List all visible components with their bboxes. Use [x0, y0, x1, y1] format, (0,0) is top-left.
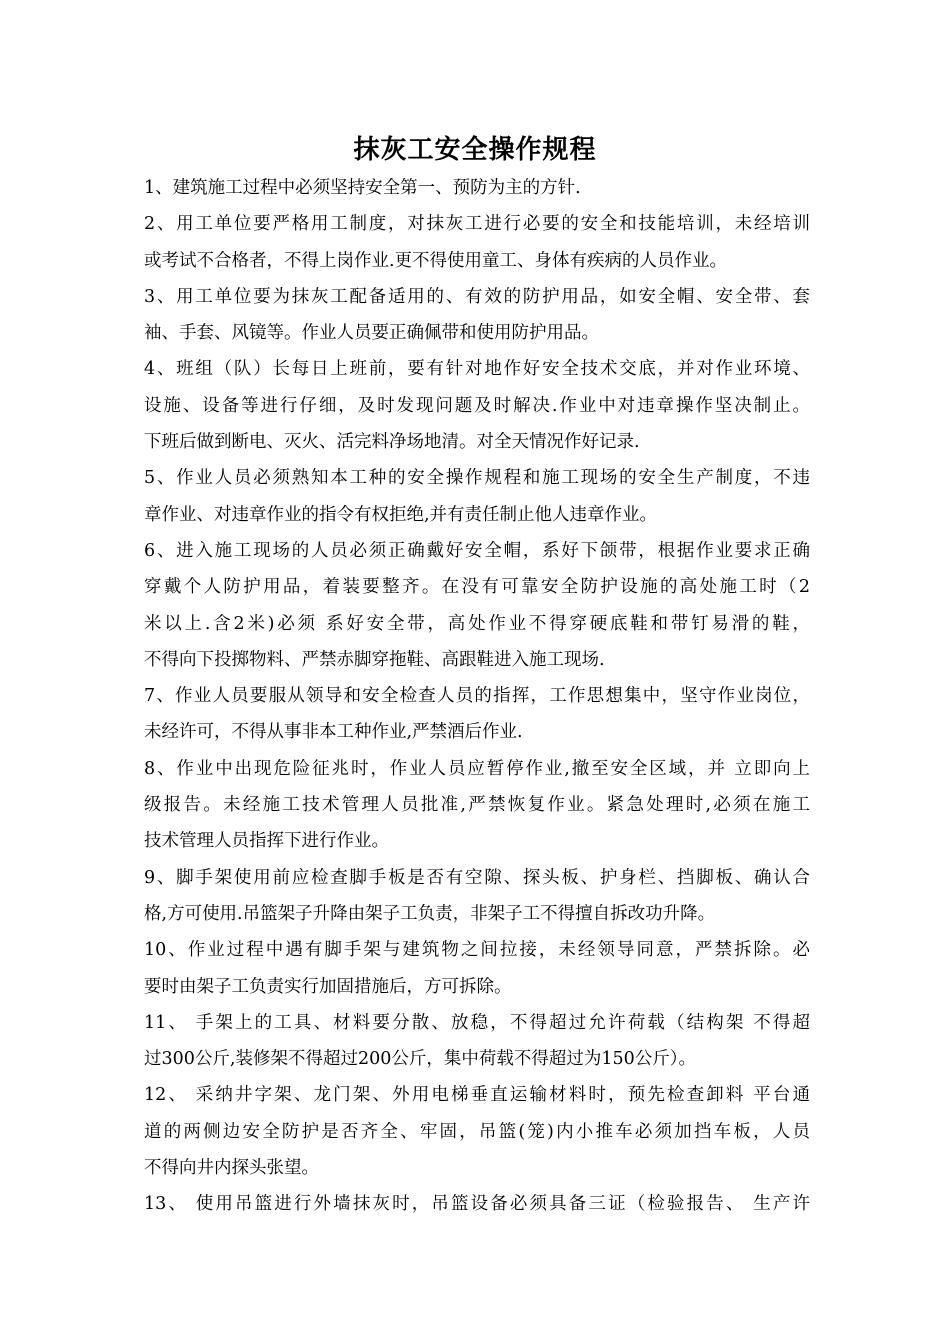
paragraph-line: 不得向下投掷物料、严禁赤脚穿拖鞋、高跟鞋进入施工现场.: [144, 649, 605, 670]
paragraph-line: 穿戴个人防护用品，着装要整齐。在没有可靠安全防护设施的高处施工时（2: [144, 577, 810, 598]
paragraph-line: 6、进入施工现场的人员必须正确戴好安全帽，系好下颌带，根据作业要求正确: [144, 540, 810, 561]
paragraph-line: 12、 采纳井字架、龙门架、外用电梯垂直运输材料时，预先检查卸料 平台通: [144, 1085, 810, 1106]
paragraph-line: 未经许可，不得从事非本工种作业,严禁酒后作业.: [144, 722, 523, 743]
paragraph-line: 道的两侧边安全防护是否齐全、牢固，吊篮(笼)内小推车必须加挡车板，人员: [144, 1121, 810, 1142]
paragraph-line: 9、脚手架使用前应检查脚手板是否有空隙、探头板、护身栏、挡脚板、确认合: [144, 867, 810, 888]
paragraph-line: 7、作业人员要服从领导和安全检查人员的指挥，工作思想集中，坚守作业岗位，: [144, 686, 810, 707]
document-title: 抹灰工安全操作规程: [353, 135, 597, 165]
paragraph-line: 5、作业人员必须熟知本工种的安全操作规程和施工现场的安全生产制度，不违: [144, 468, 810, 489]
paragraph-line: 米以上.含2米)必须 系好安全带，高处作业不得穿硬底鞋和带钉易滑的鞋，: [144, 613, 810, 634]
paragraph-line: 不得向井内探头张望。: [144, 1158, 319, 1179]
paragraph-line: 下班后做到断电、灭火、活完料净场地清。对全天情况作好记录.: [144, 432, 640, 453]
paragraph-line: 过300公斤,装修架不得超过200公斤，集中荷载不得超过为150公斤）。: [144, 1049, 697, 1070]
paragraph-line: 3、用工单位要为抹灰工配备适用的、有效的防护用品，如安全帽、安全带、套: [144, 286, 810, 307]
paragraph-line: 袖、手套、风镜等。作业人员要正确佩带和使用防护用品。: [144, 323, 599, 344]
paragraph-line: 2、用工单位要严格用工制度，对抹灰工进行必要的安全和技能培训，未经培训: [144, 214, 810, 235]
paragraph-line: 设施、设备等进行仔细，及时发现问题及时解决.作业中对违章操作坚决制止。: [144, 395, 810, 416]
paragraph-line: 13、 使用吊篮进行外墙抹灰时，吊篮设备必须具备三证（检验报告、 生产许: [144, 1194, 810, 1215]
paragraph-line: 4、班组（队）长每日上班前，要有针对地作好安全技术交底，并对作业环境、: [144, 359, 810, 380]
paragraph-line: 或考试不合格者，不得上岗作业.更不得使用童工、身体有疾病的人员作业。: [144, 250, 728, 271]
paragraph-line: 1、建筑施工过程中必须坚持安全第一、预防为主的方针.: [144, 178, 581, 198]
paragraph-line: 章作业、对违章作业的指令有权拒绝,并有责任制止他人违章作业。: [144, 504, 658, 525]
paragraph-line: 级报告。未经施工技术管理人员批准,严禁恢复作业。紧急处理时,必须在施工: [144, 795, 810, 816]
document-body: [144, 170, 810, 1223]
paragraph-line: 格,方可使用.吊篮架子升降由架子工负责，非架子工不得擅自拆改功升降。: [144, 903, 716, 924]
paragraph-line: 10、作业过程中遇有脚手架与建筑物之间拉接，未经领导同意，严禁拆除。必: [144, 940, 810, 961]
paragraph-line: 要时由架子工负责实行加固措施后，方可拆除。: [144, 976, 512, 997]
paragraph-line: 8、作业中出现危险征兆时，作业人员应暂停作业,撤至安全区域，并 立即向上: [144, 758, 810, 779]
paragraph-line: 技术管理人员指挥下进行作业。: [144, 831, 389, 852]
paragraph-line: 11、 手架上的工具、材料要分散、放稳，不得超过允许荷载（结构架 不得超: [144, 1012, 810, 1033]
